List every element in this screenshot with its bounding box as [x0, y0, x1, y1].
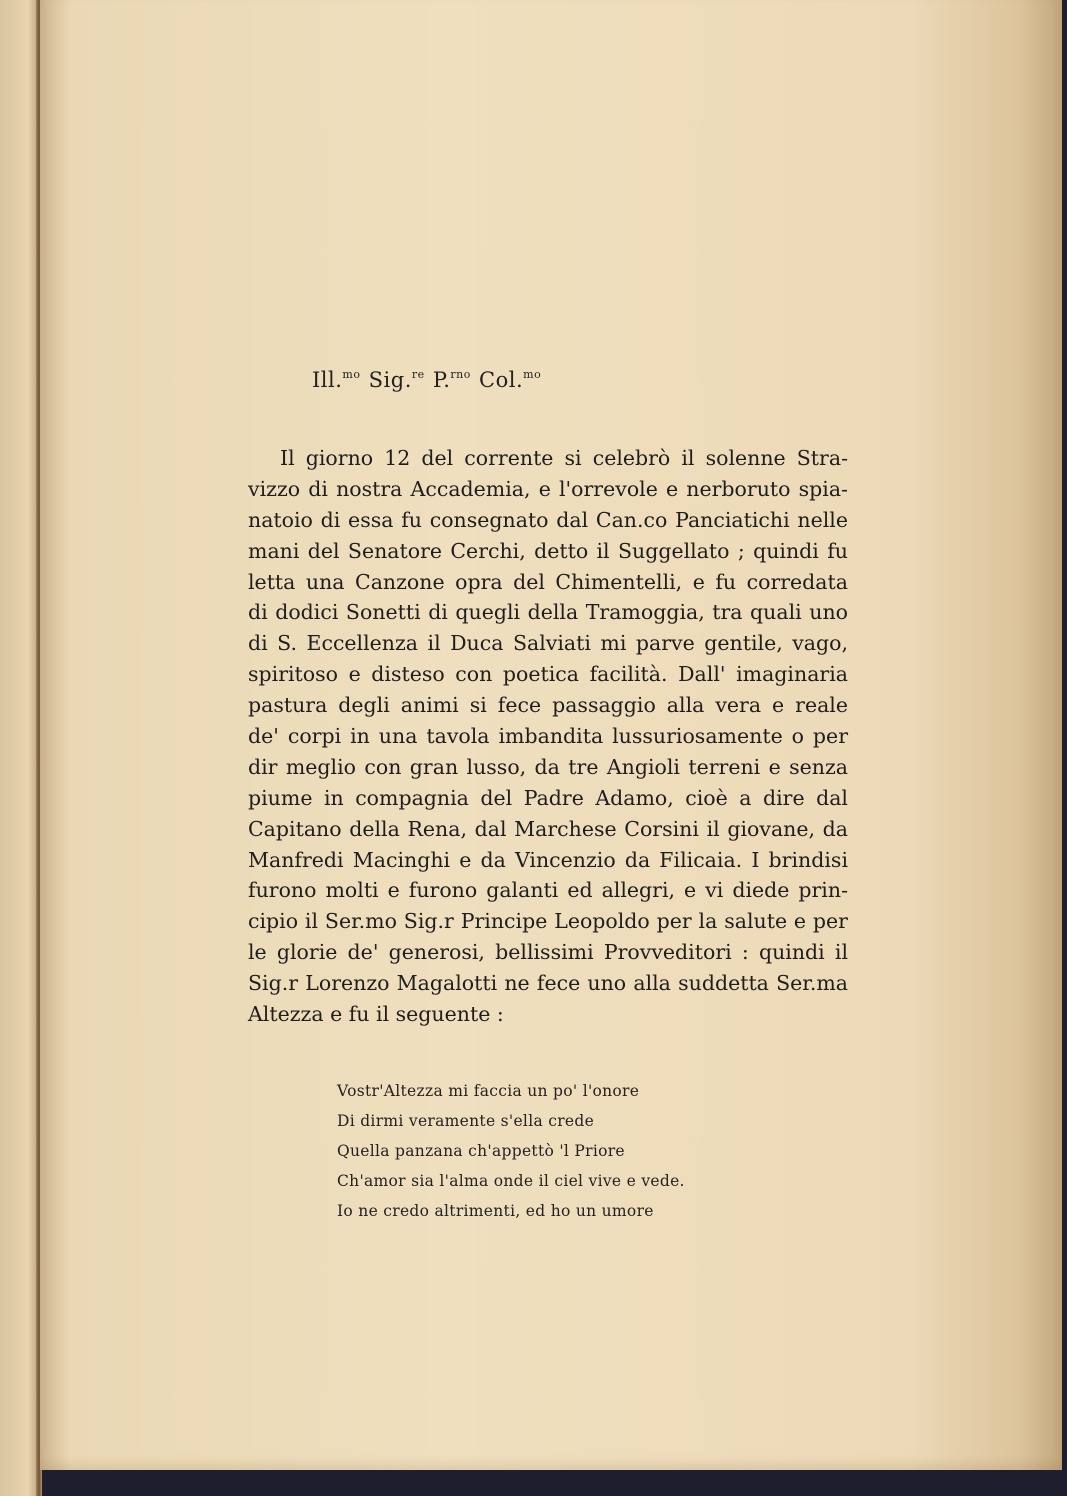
- body-line: le glorie de' generosi, bellissimi Provveditori : quindi il: [248, 940, 848, 965]
- body-line: mani del Senatore Cerchi, detto il Suggellato ; quindi fu: [248, 538, 848, 563]
- body-line: natoio di essa fu consegnato dal Can.co Panciatichi nelle: [248, 507, 848, 532]
- body-line: pastura degli animi si fece passaggio alla vera e reale: [248, 693, 848, 718]
- body-line: furono molti e furono galanti ed allegri, e vi diede prin-: [248, 878, 848, 903]
- body-line: letta una Canzone opra del Chimentelli, e fu corredata: [248, 569, 848, 594]
- poem-stanza: [337, 1076, 757, 1226]
- body-line: spiritoso e disteso con poetica facilità. Dall' imaginaria: [248, 662, 848, 687]
- poem-line: Io ne credo altrimenti, ed ho un umore: [337, 1202, 654, 1220]
- body-line: Altezza e fu il seguente :: [248, 1002, 504, 1027]
- body-line: cipio il Ser.mo Sig.r Principe Leopoldo per la salute e per: [248, 909, 848, 934]
- poem-line: Vostr'Altezza mi faccia un po' l'onore: [337, 1082, 640, 1100]
- body-line: di S. Eccellenza il Duca Salviati mi parve gentile, vago,: [248, 631, 848, 656]
- body-line: Il giorno 12 del corrente si celebrò il solenne Stra-: [280, 446, 848, 470]
- body-line: de' corpi in una tavola imbandita lussuriosamente o per: [248, 724, 848, 749]
- poem-line: Quella panzana ch'appettò 'l Priore: [337, 1142, 625, 1160]
- body-line: Manfredi Macinghi e da Vincenzio da Filicaia. I brindisi: [248, 847, 848, 872]
- body-line: vizzo di nostra Accademia, e l'orrevole e nerboruto spia-: [248, 476, 848, 501]
- poem-line: Di dirmi veramente s'ella crede: [337, 1112, 595, 1130]
- body-line: dir meglio con gran lusso, da tre Angioli terreni e senza: [248, 754, 848, 779]
- poem-line: Ch'amor sia l'alma onde il ciel vive e vede.: [337, 1172, 685, 1190]
- letter-salutation: Ill.$^{mo}$ Sig.$^{re}$ P.$^{rno}$ Col.$^{mo}$: [312, 368, 542, 392]
- body-line: Capitano della Rena, dal Marchese Corsini il giovane, da: [248, 816, 848, 841]
- body-line: di dodici Sonetti di quegli della Tramoggia, tra quali uno: [248, 600, 848, 625]
- body-line: piume in compagnia del Padre Adamo, cioè a dire dal: [248, 785, 848, 810]
- letter-body: [248, 443, 848, 1030]
- body-line: Sig.r Lorenzo Magalotti ne fece uno alla suddetta Ser.ma: [248, 971, 848, 996]
- left-page-edge: [0, 0, 40, 1496]
